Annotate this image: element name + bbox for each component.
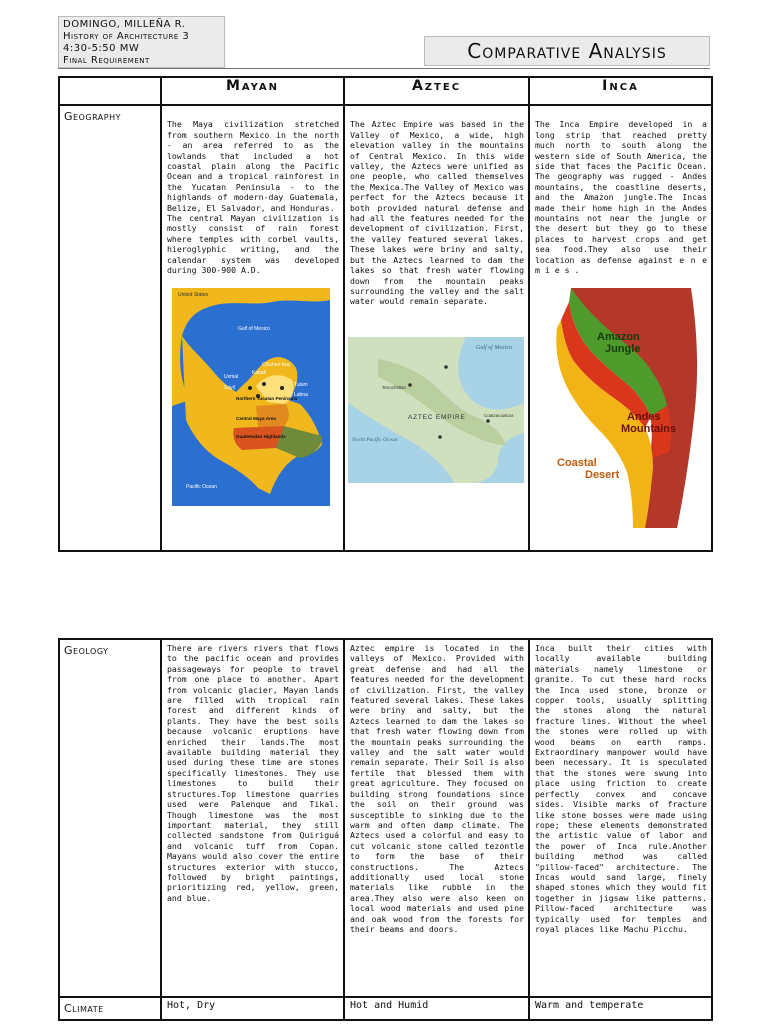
maya-map-label-chichen-itza: Chichen Itza	[262, 361, 290, 368]
column-header-mayan: Mayan	[161, 77, 344, 105]
student-name: DOMINGO, MILLEÑA R.	[63, 19, 186, 30]
geography-inca-text: The Inca Empire developed in a long strip that reached pretty much north to south along the western side of South America, the side that faces the Pacific Ocean. The geography was rugged - Andes mountains, the coastline deserts, and the Amazon jungle.The Incas made their home high in the Andes mountains not near the jungle or the desert but they go to these places to harvest crops and get sea food.They also use their location as defense against e n e m i e s .	[535, 119, 707, 276]
maya-map-label-gulf-of-mexico: Gulf of Mexico	[238, 325, 270, 332]
maya-map-label-northern-yucatan: Northern Yucatan Peninsula	[236, 395, 298, 401]
row-label-geography: Geography	[59, 105, 161, 551]
comparison-table-geography	[58, 76, 713, 552]
geography-aztec-text: The Aztec Empire was based in the Valley of Mexico, a wide, high elevation valley in the mountains of Central Mexico. In this wide valley, the Aztecs were unified as one people, who called themselves the Mexica.The Valley of Mexico was perfect for the Aztecs because it both provided natural defense and had all the features needed for the development of civilization. First, the valley featured several lakes. These lakes were briny and salty, but the Aztecs learned to dam the lakes so that fresh water flowing down from the mountain peaks surrounding the valley and the salt water would remain separate.	[350, 119, 524, 307]
maya-map-label-uxmal: Uxmal	[224, 373, 239, 380]
maya-map-label-pacific-ocean: Pacific Ocean	[186, 483, 217, 490]
geology-mayan-cell: There are rivers rivers that flows to the pacific ocean and provides passageways for people to travel from one place to another. Apart from volcanic glacier, Mayan lands are filled with tropical rain forest and different kinds of plants. They have the best soils because volcanic eruptions have enriched their lands.The most available building material they used during these time are stones specifically limestones. They use limestones to build their structures.Top limestone quarries used were Palenque and Tikal. Though limestone was the most important material, they still collected sandstone from Quiriguá and volcanic tuff from Copan. Mayans would also cover the entire structures exterior with stucco, followed by bright paintings, prioritizing red, yellow, green, and blue.	[161, 639, 344, 997]
schedule: 4:30-5:50 MW	[63, 43, 140, 54]
maya-region-map	[172, 288, 330, 506]
maya-map-label-sayil: Sayil	[224, 384, 235, 391]
geography-mayan-text: The Maya civilization stretched from southern Mexico in the north - an area referred to as the lowlands that included a hot coastal plain along the Pacific Ocean and a tropical rainforest in the Yucatan Peninsula - to the highlands of modern-day Guatemala, Belize, El Salvador, and Honduras. The central Mayan civilization is mostly consist of rain forest where temples with corbel vaults, hieroglyphic writing, and the calendar system was developed during 300-900 A.D.	[167, 119, 339, 276]
aztec-map-label-north-pacific: North Pacific Ocean	[352, 437, 398, 444]
geography-aztec-cell	[344, 105, 529, 551]
comparison-table-geology-climate	[58, 638, 713, 1021]
inca-map-label-mountains: Mountains	[621, 422, 676, 435]
maya-map-label-united-states: United States	[178, 291, 209, 298]
column-header-inca: Inca	[529, 77, 712, 105]
climate-mayan-cell: Hot, Dry	[161, 997, 344, 1020]
inca-geography-map	[541, 288, 701, 528]
column-header-aztec: Aztec	[344, 77, 529, 105]
inca-map-label-desert: Desert	[585, 468, 620, 481]
row-label-climate: Climate	[59, 997, 161, 1020]
aztec-map-label-gulf-of-mexico: Gulf of Mexico	[476, 345, 512, 352]
aztec-map-label-tenochtitlan: Tenochtitlan	[382, 385, 407, 391]
aztec-map-label-aztec-empire: AZTEC EMPIRE	[408, 414, 466, 422]
geology-aztec-cell: Aztec empire is located in the valleys of Mexico. Provided with great defense and had all the features needed for the development of civilization. First, the valley featured several lakes. These lakes were briny and salty, but the Aztecs learned to dam the lakes so that fresh water flowing down from the mountain peaks surrounding the valley and the salt water would remain separate. Their Soil is also fertile that blessed them with great agriculture. They focused on building strong foundations since the soil on their ground was susceptible to sinking due to the warm and often damp climate. The Aztecs used a colorful and easy to cut volcanic stone called tezontle to form the base of their constructions. The Aztecs additionally used local stone materials like rubble in the area.They also were also keen on local wood materials and used pine and oak wood from the forests for their beams and doors.	[344, 639, 529, 997]
inca-map-label-andes: Andes	[627, 410, 661, 423]
geography-inca-cell	[529, 105, 712, 551]
maya-map-label-central-maya: Central Maya Area	[236, 415, 276, 421]
geology-inca-cell: Inca built their cities with locally available building materials namely limestone or granite. To cut these hard rocks the Inca used stone, bronze or copper tools, usually splitting the stones along the natural fracture lines. Without the wheel the stones were rolled up with wood beams on earth ramps. Extraordinary manpower would have been necessary. It is speculated that the stones were swung into place using friction to create perfectly convex and concave sides. Visible marks of fracture like stone bosses were made using rope; these elements demonstrated the artistic value of labor and the power of Inca rule.Another building method was called "pillow-faced" architecture. The Incas would sand large, finely shaped stones which they would fit together in jigsaw like patterns. Pillow-faced architecture was typically used for temples and royal places like Machu Picchu.	[529, 639, 712, 997]
requirement: Final Requirement	[63, 55, 150, 66]
inca-map-label-coastal: Coastal	[557, 456, 597, 469]
climate-aztec-cell: Hot and Humid	[344, 997, 529, 1020]
inca-map-label-jungle: Jungle	[605, 342, 641, 355]
page-title: Comparative Analysis	[424, 36, 710, 66]
corner-cell	[59, 77, 161, 105]
maya-map-label-kabah: Kabah	[252, 369, 267, 376]
climate-inca-cell: Warm and temperate	[529, 997, 712, 1020]
maya-map-label-labna: Labna	[294, 391, 308, 398]
aztec-map-label-coatzacoalcos: Coatzacoalcos	[484, 413, 514, 419]
student-info-box	[58, 16, 225, 68]
maya-map-label-guatemalan-highlands: Guatemalan Highlands	[236, 433, 286, 439]
header-divider	[58, 68, 710, 69]
course-name: History of Architecture 3	[63, 31, 190, 42]
aztec-empire-map	[348, 337, 524, 483]
row-label-geology: Geology	[59, 639, 161, 997]
maya-map-label-tulum: Tulum	[294, 381, 308, 388]
geography-mayan-cell	[161, 105, 344, 551]
inca-map-label-amazon: Amazon	[597, 330, 640, 343]
